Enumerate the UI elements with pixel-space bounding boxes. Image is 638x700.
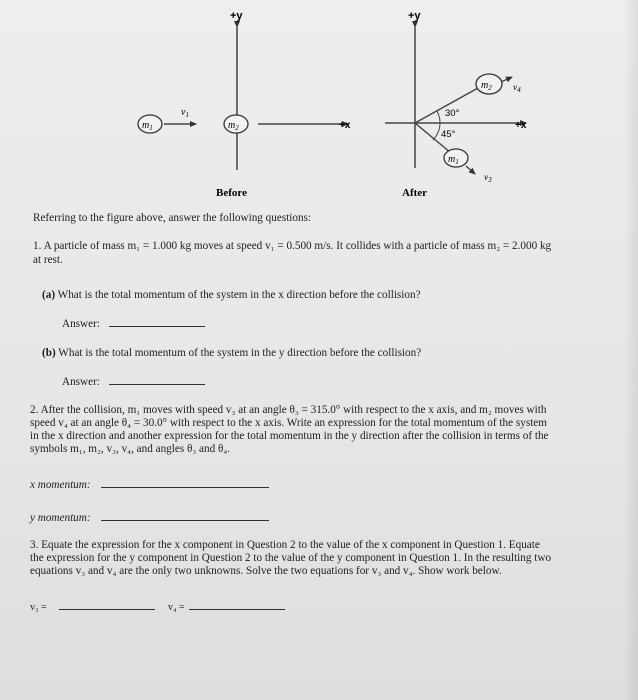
q2-line2: speed v₄ at an angle θ₄ = 30.0° with respect to the x axis. Write an expression for the total momentum of the system <box>30 417 547 429</box>
q1b-label: (b) <box>42 347 56 359</box>
before-caption: Before <box>216 187 247 199</box>
v3-arrow <box>466 166 475 174</box>
y-momentum-row <box>30 512 269 525</box>
q1-number: 1. <box>33 240 42 252</box>
y-momentum-label: y momentum: <box>30 512 91 524</box>
y-momentum-blank[interactable] <box>101 519 269 521</box>
q1b-answer-label: Answer: <box>62 376 100 388</box>
v3-answer-row <box>30 601 155 614</box>
q1-line1 <box>33 240 551 253</box>
before-y-label: +y <box>230 10 243 22</box>
angle-arc-30 <box>437 111 440 123</box>
q1a-answer-label: Answer: <box>62 318 100 330</box>
after-x-label: +x <box>515 120 527 131</box>
v4-arrow <box>501 77 512 82</box>
v3-answer-label: v₃ = <box>30 602 47 613</box>
v4-answer-row <box>168 601 285 614</box>
v4-label: $v_4$ <box>513 83 521 94</box>
q2-number: 2. <box>30 404 39 416</box>
q1b-text: What is the total momentum of the system in the y direction before the collision? <box>58 347 422 359</box>
q1a-question <box>42 289 421 302</box>
angle-arc-45 <box>433 123 440 140</box>
x-momentum-row <box>30 479 269 492</box>
v4-answer-blank[interactable] <box>189 608 285 610</box>
v1-label: $v_1$ <box>181 107 189 119</box>
x-momentum-blank[interactable] <box>101 486 269 488</box>
after-caption: After <box>402 187 428 199</box>
after-m1-label: $m_1$ <box>448 154 459 166</box>
q2-line1 <box>30 404 546 417</box>
collision-figure <box>0 0 638 205</box>
q3-line3: equations v₃ and v₄ are the only two unknowns. Solve the two equations for v₃ and v₄. Show work below. <box>30 565 502 577</box>
q2-line4: symbols m₁, m₂, v₃, v₄, and angles θ₃ and θ₄. <box>30 443 231 455</box>
after-diagram <box>385 10 527 199</box>
q3-line1 <box>30 539 540 552</box>
before-diagram <box>138 10 351 199</box>
before-m1-label: $m_1$ <box>142 120 153 132</box>
q3-line2: the expression for the y component in Question 2 to the value of the y component in Question 1. In the resulting two <box>30 552 552 564</box>
q2-line3: in the x direction and another expression for the total momentum in the y direction after the collision in terms of the <box>30 430 549 442</box>
angle-30-label: 30° <box>445 108 460 119</box>
before-x-label: +x <box>339 120 351 131</box>
q3-number: 3. <box>30 539 39 551</box>
before-m2-label: $m_2$ <box>228 120 239 132</box>
q1a-answer-blank[interactable] <box>109 325 205 327</box>
q1a-text: What is the total momentum of the system in the x direction before the collision? <box>57 289 421 301</box>
q1b-question <box>42 347 421 360</box>
q3-text-1: Equate the expression for the x component in Question 2 to the value of the x component in Question 1. Equate <box>41 539 540 551</box>
q2-text-1: After the collision, m₁ moves with speed v₃ at an angle θ₃ = 315.0° with respect to the x axis, and m₂ moves with <box>40 404 547 416</box>
x-momentum-label: x momentum: <box>30 479 91 491</box>
q1-line2: at rest. <box>33 254 63 266</box>
v4-answer-label: v₄ = <box>168 602 185 613</box>
intro-text: Referring to the figure above, answer the following questions: <box>33 212 312 224</box>
q1-text: A particle of mass m₁ = 1.000 kg moves at speed v₁ = 0.500 m/s. It collides with a particle of mass m₂ = 2.000 kg <box>43 240 552 252</box>
v3-answer-blank[interactable] <box>59 608 155 610</box>
after-m2-label: $m_2$ <box>481 80 492 92</box>
q1a-answer-row <box>62 318 205 331</box>
q1a-label: (a) <box>42 289 56 301</box>
q1b-answer-row <box>62 376 205 389</box>
angle-45-label: 45° <box>441 129 456 140</box>
q1b-answer-blank[interactable] <box>109 383 205 385</box>
v3-label: $v_3$ <box>484 173 492 184</box>
after-y-label: +y <box>408 10 421 22</box>
